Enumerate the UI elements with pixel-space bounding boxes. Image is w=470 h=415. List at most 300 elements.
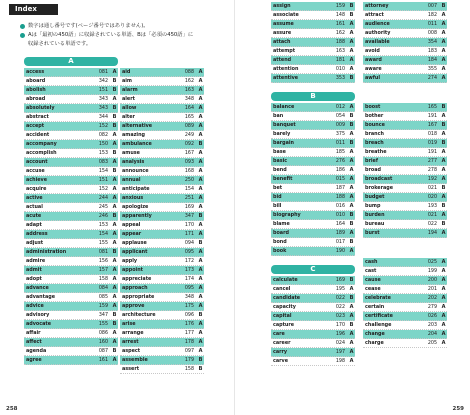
entry-category: A bbox=[112, 68, 117, 75]
entry-number: 026 bbox=[427, 313, 437, 319]
entry-number: 278 bbox=[427, 167, 437, 173]
entry-category: A bbox=[198, 230, 203, 237]
entry-word: attend bbox=[273, 56, 292, 63]
entry-number: 186 bbox=[335, 167, 345, 173]
note-item bbox=[20, 31, 193, 40]
entry-word: change bbox=[365, 330, 385, 337]
entry-number: 008 bbox=[427, 30, 437, 36]
page-number: 259 bbox=[452, 406, 464, 412]
notes bbox=[20, 22, 193, 49]
entry-number: 195 bbox=[335, 286, 345, 292]
entry-word: address bbox=[26, 230, 48, 237]
entry-word: account bbox=[26, 158, 48, 165]
entry-category: A bbox=[349, 20, 354, 27]
entry-number: 200 bbox=[427, 277, 437, 283]
entry-word: assemble bbox=[122, 356, 148, 363]
entry-word: branch bbox=[365, 130, 384, 137]
entry-word: banquet bbox=[273, 121, 296, 128]
entry-category: A bbox=[349, 357, 354, 364]
entry-category: A bbox=[441, 211, 446, 218]
entry-category: A bbox=[441, 65, 446, 72]
entry-number: 274 bbox=[427, 75, 437, 81]
entry-category: A bbox=[198, 293, 203, 300]
entry-word: advisory bbox=[26, 311, 50, 318]
entry-number: 163 bbox=[335, 48, 345, 54]
entry-word: arrest bbox=[122, 338, 139, 345]
entry-category: A bbox=[349, 65, 354, 72]
entry-word: adapt bbox=[26, 221, 42, 228]
entry-category: A bbox=[349, 47, 354, 54]
entry-category: A bbox=[112, 302, 117, 309]
entry-category: A bbox=[349, 303, 354, 310]
entry-category: B bbox=[349, 211, 354, 218]
entry-number: 204 bbox=[427, 331, 437, 337]
entry-category: B bbox=[112, 86, 117, 93]
entry-category: A bbox=[112, 329, 117, 336]
entry-word: budget bbox=[365, 193, 385, 200]
entry-number: 197 bbox=[335, 349, 345, 355]
entry-number: 158 bbox=[98, 276, 108, 282]
entry-number: 347 bbox=[98, 312, 108, 318]
entry-number: 198 bbox=[335, 358, 345, 364]
entry-category: B bbox=[349, 139, 354, 146]
entry-word: advantage bbox=[26, 293, 55, 300]
entry-word: actual bbox=[26, 203, 43, 210]
entry-number: 161 bbox=[335, 21, 345, 27]
entry-number: 085 bbox=[98, 294, 108, 300]
entry-number: 023 bbox=[335, 313, 345, 319]
entry-number: 084 bbox=[98, 285, 108, 291]
entry-word: brokerage bbox=[365, 184, 393, 191]
entry-category: B bbox=[349, 294, 354, 301]
entry-word: aboard bbox=[26, 77, 46, 84]
entry-word: admire bbox=[26, 257, 46, 264]
entry-category: A bbox=[441, 321, 446, 328]
entry-word: affair bbox=[26, 329, 41, 336]
entry-category: A bbox=[349, 247, 354, 254]
entry-category: A bbox=[112, 275, 117, 282]
entry-word: applicant bbox=[122, 248, 148, 255]
entry-category: A bbox=[112, 284, 117, 291]
entry-word: attentive bbox=[273, 74, 299, 81]
entry-category: B bbox=[441, 121, 446, 128]
entry-category: A bbox=[198, 203, 203, 210]
entry-word: cause bbox=[365, 276, 381, 283]
entry-word: assert bbox=[122, 365, 140, 372]
entry-number: 022 bbox=[335, 295, 345, 301]
entry-word: administration bbox=[26, 248, 67, 255]
entry-word: admit bbox=[26, 266, 42, 273]
entry-number: 173 bbox=[184, 267, 194, 273]
left-column-1 bbox=[24, 57, 118, 365]
entry-category: A bbox=[349, 103, 354, 110]
entry-category: A bbox=[198, 320, 203, 327]
entry-category: B bbox=[441, 202, 446, 209]
bullet-icon bbox=[20, 24, 25, 29]
bullet-icon bbox=[20, 33, 25, 38]
entry-category: A bbox=[441, 339, 446, 346]
entry-word: attempt bbox=[273, 47, 296, 54]
entry-number: 246 bbox=[98, 213, 108, 219]
entry-number: 093 bbox=[184, 159, 194, 165]
entry-word: advocate bbox=[26, 320, 51, 327]
entry-category: A bbox=[441, 330, 446, 337]
entry-category: A bbox=[441, 20, 446, 27]
entry-word: blame bbox=[273, 220, 290, 227]
entry-word: award bbox=[365, 56, 382, 63]
entry-category: A bbox=[441, 229, 446, 236]
entry-category: A bbox=[441, 112, 446, 119]
entry-category: A bbox=[112, 221, 117, 228]
entry-number: 024 bbox=[335, 340, 345, 346]
entry-number: 170 bbox=[184, 222, 194, 228]
entry-word: attention bbox=[273, 65, 299, 72]
entry-number: 183 bbox=[427, 48, 437, 54]
index-section bbox=[120, 68, 204, 374]
entry-word: appreciate bbox=[122, 275, 152, 282]
entry-number: 181 bbox=[335, 57, 345, 63]
entry-number: 019 bbox=[427, 140, 437, 146]
entry-number: 164 bbox=[335, 221, 345, 227]
entry-category: B bbox=[349, 74, 354, 81]
entry-category: A bbox=[198, 194, 203, 201]
entry-number: 344 bbox=[98, 114, 108, 120]
entry-number: 189 bbox=[335, 230, 345, 236]
entry-word: assign bbox=[273, 2, 291, 9]
entry-category: A bbox=[349, 38, 354, 45]
entry-word: arrange bbox=[122, 329, 144, 336]
entry-category: A bbox=[441, 148, 446, 155]
entry-word: base bbox=[273, 148, 286, 155]
entry-category: B bbox=[349, 112, 354, 119]
entry-category: A bbox=[198, 167, 203, 174]
entry-category: A bbox=[112, 131, 117, 138]
entry-category: A bbox=[349, 56, 354, 63]
index-row bbox=[271, 247, 355, 256]
entry-number: 081 bbox=[98, 249, 108, 255]
index-section bbox=[363, 92, 447, 238]
entry-number: 375 bbox=[335, 131, 345, 137]
entry-number: 196 bbox=[335, 331, 345, 337]
entry-word: absolutely bbox=[26, 104, 55, 111]
entry-number: 161 bbox=[98, 357, 108, 363]
entry-word: book bbox=[273, 247, 287, 254]
entry-word: appeal bbox=[122, 221, 141, 228]
entry-category: A bbox=[349, 348, 354, 355]
entry-number: 152 bbox=[98, 123, 108, 129]
entry-category: A bbox=[112, 356, 117, 363]
entry-category: A bbox=[112, 230, 117, 237]
entry-number: 054 bbox=[335, 113, 345, 119]
entry-word: attach bbox=[273, 38, 291, 45]
entry-category: A bbox=[198, 86, 203, 93]
entry-number: 348 bbox=[184, 96, 194, 102]
entry-category: A bbox=[441, 130, 446, 137]
entry-word: cease bbox=[365, 285, 381, 292]
entry-number: 168 bbox=[184, 168, 194, 174]
entry-word: carve bbox=[273, 357, 288, 364]
entry-number: 155 bbox=[98, 321, 108, 327]
section-spacer bbox=[363, 92, 447, 103]
entry-category: A bbox=[198, 158, 203, 165]
entry-number: 347 bbox=[184, 213, 194, 219]
entry-category: B bbox=[198, 239, 203, 246]
entry-number: 022 bbox=[335, 304, 345, 310]
index-row bbox=[24, 356, 118, 365]
entry-word: barely bbox=[273, 130, 291, 137]
entry-number: 012 bbox=[335, 104, 345, 110]
entry-word: awful bbox=[365, 74, 380, 81]
section-header: C bbox=[271, 265, 355, 274]
entry-category: A bbox=[198, 284, 203, 291]
index-row bbox=[363, 339, 447, 348]
entry-category: B bbox=[112, 122, 117, 129]
entry-word: agree bbox=[26, 356, 42, 363]
entry-category: B bbox=[441, 2, 446, 9]
entry-word: agenda bbox=[26, 347, 47, 354]
entry-category: A bbox=[349, 175, 354, 182]
entry-number: 153 bbox=[98, 222, 108, 228]
entry-word: amuse bbox=[122, 149, 140, 156]
entry-word: charge bbox=[365, 339, 384, 346]
entry-word: architecture bbox=[122, 311, 156, 318]
entry-word: anticipate bbox=[122, 185, 150, 192]
right-column-2 bbox=[363, 2, 447, 348]
entry-category: A bbox=[349, 202, 354, 209]
entry-word: ban bbox=[273, 112, 284, 119]
entry-number: 154 bbox=[98, 168, 108, 174]
entry-word: assume bbox=[273, 20, 294, 27]
entry-category: A bbox=[198, 266, 203, 273]
entry-word: candidate bbox=[273, 294, 301, 301]
entry-category: A bbox=[198, 185, 203, 192]
entry-word: access bbox=[26, 68, 45, 75]
entry-number: 190 bbox=[335, 248, 345, 254]
entry-number: 187 bbox=[335, 185, 345, 191]
entry-number: 156 bbox=[98, 258, 108, 264]
entry-number: 020 bbox=[427, 194, 437, 200]
entry-category: A bbox=[198, 329, 203, 336]
entry-category: A bbox=[441, 303, 446, 310]
entry-number: 151 bbox=[98, 177, 108, 183]
entry-category: A bbox=[112, 185, 117, 192]
entry-number: 025 bbox=[427, 259, 437, 265]
entry-number: 184 bbox=[427, 57, 437, 63]
entry-word: benefit bbox=[273, 175, 293, 182]
entry-number: 097 bbox=[184, 348, 194, 354]
entry-word: accident bbox=[26, 131, 50, 138]
index-section bbox=[363, 247, 447, 348]
entry-number: 015 bbox=[335, 176, 345, 182]
entry-word: carry bbox=[273, 348, 288, 355]
entry-category: A bbox=[198, 275, 203, 282]
entry-category: A bbox=[349, 130, 354, 137]
entry-word: appear bbox=[122, 230, 142, 237]
entry-word: attract bbox=[365, 11, 384, 18]
entry-word: balance bbox=[273, 103, 295, 110]
entry-category: A bbox=[112, 239, 117, 246]
entry-word: abstract bbox=[26, 113, 49, 120]
entry-number: 277 bbox=[427, 158, 437, 164]
entry-number: 354 bbox=[427, 39, 437, 45]
entry-number: 021 bbox=[427, 212, 437, 218]
entry-number: 191 bbox=[427, 149, 437, 155]
entry-number: 164 bbox=[184, 105, 194, 111]
entry-number: 089 bbox=[184, 123, 194, 129]
entry-number: 167 bbox=[427, 122, 437, 128]
entry-number: 154 bbox=[98, 231, 108, 237]
entry-category: B bbox=[112, 149, 117, 156]
entry-word: accuse bbox=[26, 167, 45, 174]
entry-number: 167 bbox=[184, 150, 194, 156]
entry-word: burst bbox=[365, 229, 380, 236]
entry-category: A bbox=[349, 312, 354, 319]
entry-number: 087 bbox=[98, 348, 108, 354]
entry-category: B bbox=[112, 320, 117, 327]
entry-word: bond bbox=[273, 238, 287, 245]
entry-number: 169 bbox=[184, 204, 194, 210]
entry-word: challenge bbox=[365, 321, 392, 328]
entry-word: attorney bbox=[365, 2, 389, 9]
entry-category: B bbox=[441, 220, 446, 227]
entry-category: B bbox=[349, 238, 354, 245]
entry-number: 082 bbox=[98, 132, 108, 138]
entry-number: 153 bbox=[98, 150, 108, 156]
entry-number: 203 bbox=[427, 322, 437, 328]
entry-word: certain bbox=[365, 303, 385, 310]
entry-category: A bbox=[198, 257, 203, 264]
entry-number: 163 bbox=[184, 87, 194, 93]
note-text: 数字は通し番号です(ページ番号ではありません)。 bbox=[28, 23, 149, 29]
entry-number: 162 bbox=[335, 30, 345, 36]
entry-number: 177 bbox=[184, 330, 194, 336]
index-row bbox=[363, 229, 447, 238]
entry-word: broadcast bbox=[365, 175, 393, 182]
entry-number: 171 bbox=[184, 231, 194, 237]
entry-category: A bbox=[112, 158, 117, 165]
entry-word: adopt bbox=[26, 275, 42, 282]
entry-word: burden bbox=[365, 211, 385, 218]
entry-category: A bbox=[349, 29, 354, 36]
entry-category: A bbox=[112, 338, 117, 345]
index-section bbox=[24, 57, 118, 365]
index-row bbox=[120, 365, 204, 374]
entry-number: 194 bbox=[427, 230, 437, 236]
entry-category: A bbox=[441, 258, 446, 265]
entry-word: care bbox=[273, 330, 285, 337]
entry-word: authority bbox=[365, 29, 391, 36]
entry-word: bureau bbox=[365, 220, 385, 227]
index-section bbox=[271, 92, 355, 256]
entry-category: A bbox=[198, 221, 203, 228]
note-text: Aは「最初の450語」に収録されている単語、Bは「必須の450語」に bbox=[28, 32, 194, 38]
index-section bbox=[363, 2, 447, 83]
index-row bbox=[271, 74, 355, 83]
entry-category: B bbox=[112, 311, 117, 318]
entry-category: A bbox=[198, 95, 203, 102]
right-column-1 bbox=[271, 2, 355, 366]
entry-number: 342 bbox=[98, 78, 108, 84]
entry-category: B bbox=[112, 347, 117, 354]
entry-word: appropriate bbox=[122, 293, 155, 300]
entry-category: A bbox=[112, 140, 117, 147]
entry-number: 174 bbox=[184, 276, 194, 282]
section-header: B bbox=[271, 92, 355, 101]
entry-word: achieve bbox=[26, 176, 48, 183]
entry-category: A bbox=[198, 104, 203, 111]
entry-number: 157 bbox=[98, 267, 108, 273]
entry-category: A bbox=[441, 29, 446, 36]
entry-category: B bbox=[112, 167, 117, 174]
entry-word: bargain bbox=[273, 139, 294, 146]
entry-number: 088 bbox=[184, 69, 194, 75]
entry-category: A bbox=[349, 157, 354, 164]
entry-category: A bbox=[198, 131, 203, 138]
entry-number: 022 bbox=[427, 221, 437, 227]
entry-word: career bbox=[273, 339, 291, 346]
entry-number: 165 bbox=[184, 114, 194, 120]
entry-number: 092 bbox=[184, 141, 194, 147]
entry-word: bill bbox=[273, 202, 282, 209]
entry-category: A bbox=[198, 149, 203, 156]
entry-word: abroad bbox=[26, 95, 46, 102]
entry-number: 155 bbox=[98, 240, 108, 246]
entry-category: A bbox=[441, 276, 446, 283]
entry-word: basic bbox=[273, 157, 288, 164]
entry-word: breathe bbox=[365, 148, 387, 155]
entry-number: 182 bbox=[427, 12, 437, 18]
entry-number: 083 bbox=[98, 159, 108, 165]
entry-number: 192 bbox=[427, 176, 437, 182]
entry-category: A bbox=[198, 113, 203, 120]
entry-word: certificate bbox=[365, 312, 393, 319]
entry-number: 169 bbox=[335, 277, 345, 283]
entry-word: active bbox=[26, 194, 43, 201]
entry-word: bump bbox=[365, 202, 381, 209]
entry-category: A bbox=[112, 257, 117, 264]
entry-number: 185 bbox=[335, 149, 345, 155]
entry-word: cancel bbox=[273, 285, 291, 292]
entry-category: A bbox=[112, 176, 117, 183]
entry-category: B bbox=[198, 140, 203, 147]
entry-category: A bbox=[198, 302, 203, 309]
entry-category: A bbox=[441, 193, 446, 200]
entry-category: B bbox=[198, 212, 203, 219]
entry-category: B bbox=[441, 184, 446, 191]
entry-word: bet bbox=[273, 184, 283, 191]
entry-word: announce bbox=[122, 167, 149, 174]
entry-word: appoint bbox=[122, 266, 143, 273]
entry-category: A bbox=[349, 285, 354, 292]
entry-number: 343 bbox=[98, 105, 108, 111]
entry-word: capital bbox=[273, 312, 292, 319]
entry-number: 165 bbox=[427, 104, 437, 110]
entry-word: alert bbox=[122, 95, 135, 102]
entry-category: A bbox=[112, 266, 117, 273]
entry-number: 353 bbox=[335, 75, 345, 81]
entry-category: A bbox=[349, 193, 354, 200]
entry-word: analysis bbox=[122, 158, 145, 165]
entry-word: assure bbox=[273, 29, 292, 36]
page-number: 258 bbox=[6, 406, 18, 412]
entry-category: A bbox=[441, 38, 446, 45]
entry-number: 202 bbox=[427, 295, 437, 301]
entry-number: 154 bbox=[184, 186, 194, 192]
entry-word: capture bbox=[273, 321, 295, 328]
entry-word: accept bbox=[26, 122, 45, 129]
entry-category: B bbox=[112, 212, 117, 219]
entry-category: A bbox=[349, 148, 354, 155]
